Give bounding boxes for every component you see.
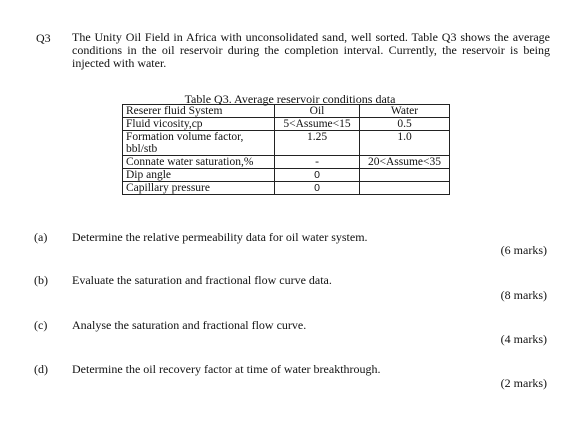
oil-value: -	[275, 156, 360, 169]
water-value	[360, 182, 450, 195]
table-row	[123, 182, 450, 195]
part-c-text: Analyse the saturation and fractional flow curve.	[72, 318, 307, 332]
part-a-marks: (6 marks)	[500, 243, 547, 257]
row-label: Fluid vicosity,cp	[123, 118, 275, 131]
part-d-text: Determine the oil recovery factor at time of water breakthrough.	[72, 362, 381, 376]
part-c-label: (c)	[34, 318, 48, 332]
part-c-marks: (4 marks)	[500, 332, 547, 346]
table-row	[123, 131, 450, 156]
part-b-label: (b)	[34, 273, 48, 287]
row-label: Formation volume factor, bbl/stb	[123, 131, 275, 156]
table-row	[123, 118, 450, 131]
table-row	[123, 169, 450, 182]
question-number: Q3	[36, 31, 51, 45]
water-value: 20<Assume<35	[360, 156, 450, 169]
oil-value: 5<Assume<15	[275, 118, 360, 131]
water-value	[360, 169, 450, 182]
part-a-label: (a)	[34, 230, 48, 244]
table-caption: Table Q3. Average reservoir conditions data	[184, 92, 396, 106]
table-row	[123, 156, 450, 169]
row-label: Dip angle	[123, 169, 275, 182]
part-b-marks: (8 marks)	[500, 288, 547, 302]
part-a-text: Determine the relative permeability data for oil water system.	[72, 230, 368, 244]
part-b-text: Evaluate the saturation and fractional flow curve data.	[72, 273, 332, 287]
table-header-row	[123, 105, 450, 118]
row-label: Connate water saturation,%	[123, 156, 275, 169]
question-intro: The Unity Oil Field in Africa with unconsolidated sand, well sorted. Table Q3 shows the average conditions in the oil reservoir during the completion interval. Currently, the reservoir is being injected with water.	[72, 30, 550, 70]
row-label: Capillary pressure	[123, 182, 275, 195]
part-d-marks: (2 marks)	[500, 376, 547, 390]
header-fluid-system: Reserer fluid System	[123, 105, 275, 118]
oil-value: 0	[275, 169, 360, 182]
header-oil: Oil	[275, 105, 360, 118]
reservoir-conditions-table	[122, 104, 450, 195]
header-water: Water	[360, 105, 450, 118]
water-value: 0.5	[360, 118, 450, 131]
oil-value: 1.25	[275, 131, 360, 156]
part-d-label: (d)	[34, 362, 48, 376]
water-value: 1.0	[360, 131, 450, 156]
oil-value: 0	[275, 182, 360, 195]
